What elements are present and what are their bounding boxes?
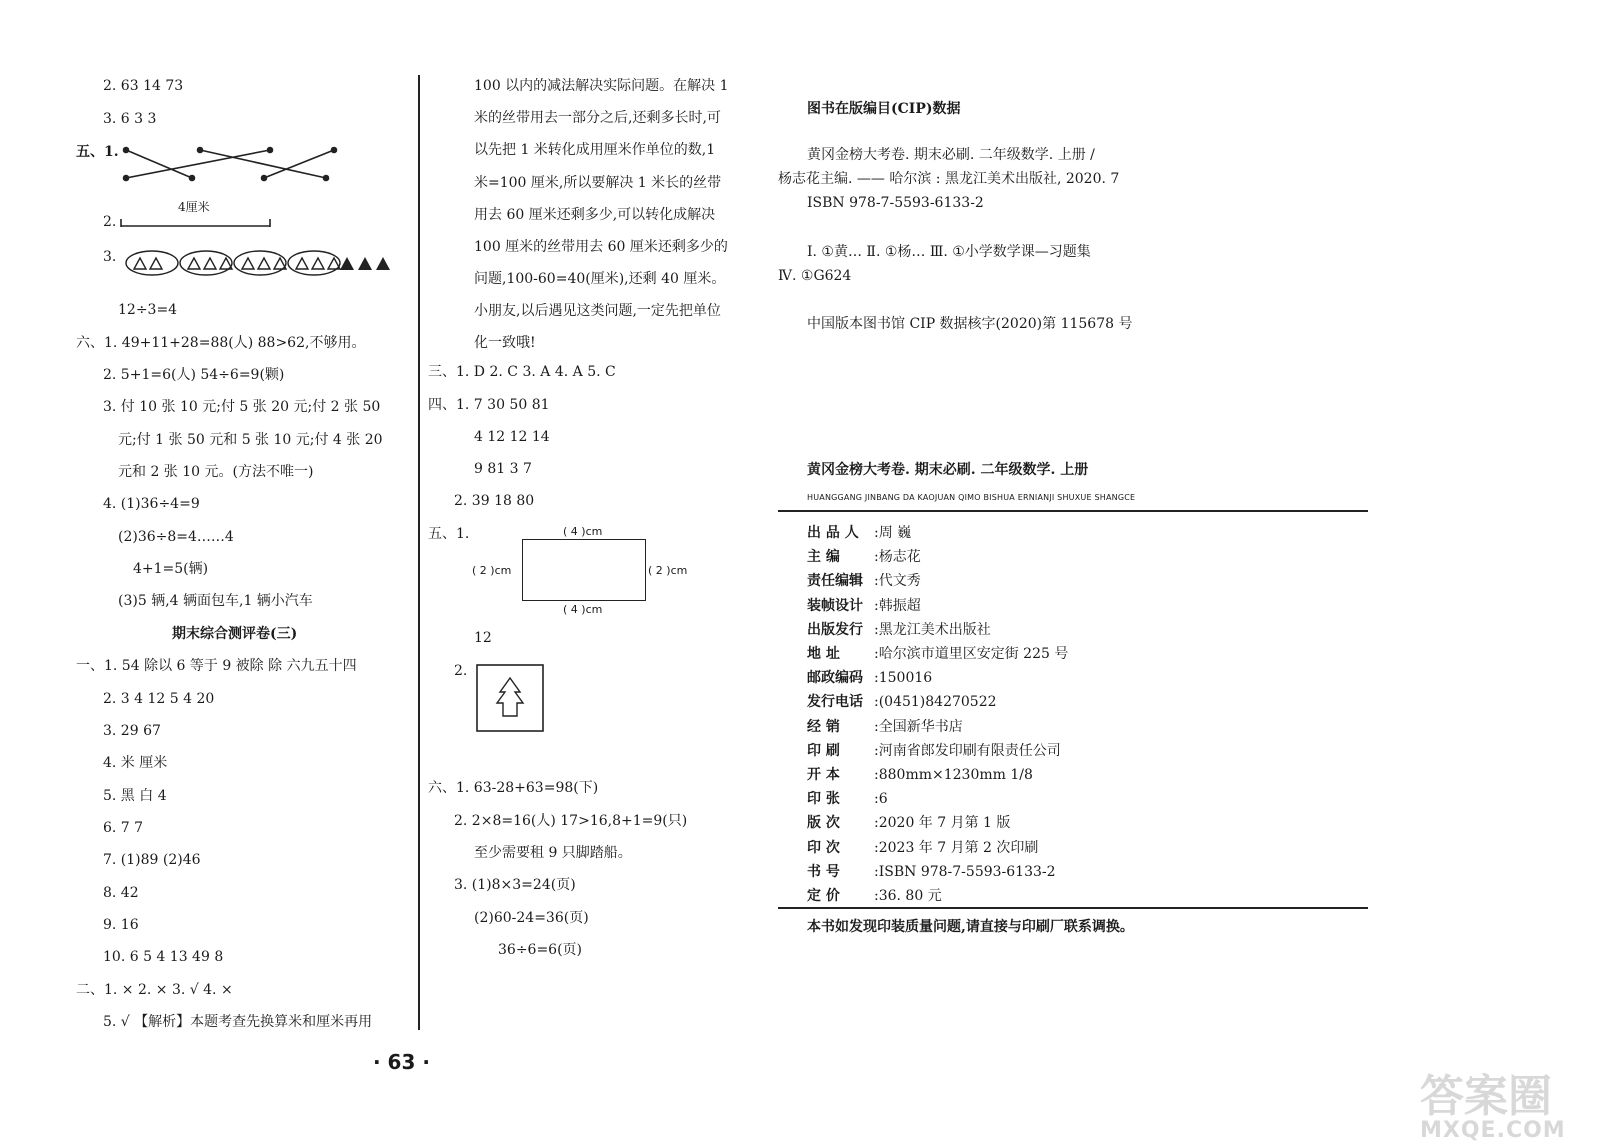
info-value: :880mm×1230mm 1/8 — [874, 767, 1033, 783]
answer-line: 三、1. D 2. C 3. A 4. A 5. C — [428, 364, 616, 380]
rect-bottom-label: ( 4 )cm — [563, 603, 603, 616]
publication-info-row — [807, 788, 888, 808]
info-value: :河南省郎发印刷有限责任公司 — [874, 742, 1061, 759]
rect-left-label: ( 2 )cm — [472, 564, 512, 577]
answer-line: 元;付 1 张 50 元和 5 张 10 元;付 4 张 20 — [118, 432, 383, 448]
info-value: :ISBN 978-7-5593-6133-2 — [874, 863, 1056, 880]
publication-info-row — [807, 546, 921, 566]
rect-top-label: ( 4 )cm — [563, 525, 603, 538]
answer-line: 五、1. — [428, 526, 470, 542]
answer-line: 至少需要租 9 只脚踏船。 — [474, 845, 632, 861]
info-key: 书 号 — [807, 863, 840, 880]
answer-line: 36÷6=6(页) — [498, 942, 583, 958]
info-key: 印 张 — [807, 791, 840, 808]
book-title: 黄冈金榜大考卷. 期末必刷. 二年级数学. 上册 — [807, 462, 1089, 478]
answer-line: 2. 3 4 12 5 4 20 — [103, 691, 215, 707]
answer-line: 2. 5+1=6(人) 54÷6=9(颗) — [103, 367, 285, 383]
info-key: 印 刷 — [807, 742, 840, 759]
analysis-line: 米的丝带用去一部分之后,还剩多长时,可 — [474, 110, 721, 126]
answer-line: 3. 6 3 3 — [103, 111, 157, 127]
analysis-line: 小朋友,以后遇见这类问题,一定先把单位 — [474, 303, 721, 319]
info-key: 版 次 — [807, 815, 840, 832]
rect-right-label: ( 2 )cm — [648, 564, 688, 577]
book-title-pinyin: HUANGGANG JINBANG DA KAOJUAN QIMO BISHUA ERNIANJI SHUXUE SHANGCE — [807, 493, 1136, 502]
info-value: :(0451)84270522 — [874, 694, 997, 711]
answer-line: 4. (1)36÷4=9 — [103, 496, 200, 512]
publication-info-row — [807, 812, 1010, 832]
info-value: :全国新华书店 — [874, 718, 963, 735]
answer-line: 3. (1)8×3=24(页) — [454, 877, 576, 893]
answer-line: 五、1. — [76, 144, 119, 160]
publication-info-row — [807, 643, 1068, 663]
publication-info-row — [807, 667, 932, 687]
publication-info-row — [807, 691, 997, 711]
answer-line: 3. — [103, 249, 117, 265]
answer-line: 元和 2 张 10 元。(方法不唯一) — [118, 464, 314, 480]
section-title: 期末综合测评卷(三) — [172, 626, 298, 642]
answer-line: 2. 39 18 80 — [454, 493, 535, 509]
answer-line: 六、1. 63-28+63=98(下) — [428, 780, 599, 796]
info-key: 印 次 — [807, 839, 840, 856]
info-key: 出 品 人 — [807, 525, 859, 541]
answer-line: 8. 42 — [103, 885, 139, 901]
answer-line: 4. 米 厘米 — [103, 755, 168, 771]
publication-info-row — [807, 595, 921, 615]
cip-line: 杨志花主编. —— 哈尔滨 : 黑龙江美术出版社, 2020. 7 — [778, 171, 1120, 187]
tree-arrow-figure — [476, 664, 546, 734]
publication-info-row — [807, 740, 1061, 760]
answer-line: 3. 29 67 — [103, 723, 161, 739]
info-key: 出版发行 — [807, 621, 863, 638]
ruler-label: 4厘米 — [178, 200, 210, 214]
answer-line: 4 12 12 14 — [474, 429, 550, 445]
info-key: 地 址 — [807, 646, 840, 662]
info-value: :36. 80 元 — [874, 888, 942, 904]
publication-info-row — [807, 619, 991, 639]
info-value: :杨志花 — [874, 549, 921, 566]
matching-lines-figure — [120, 140, 340, 190]
rule-bottom — [778, 907, 1368, 909]
answer-line: 6. 7 7 — [103, 820, 144, 836]
info-value: :150016 — [874, 670, 933, 687]
answer-line: 7. (1)89 (2)46 — [103, 852, 201, 868]
info-value: :韩振超 — [874, 597, 921, 614]
answer-line: 2. — [454, 663, 468, 679]
publication-info-row — [807, 522, 911, 542]
publication-info-row — [807, 837, 1038, 857]
analysis-line: 以先把 1 米转化成用厘米作单位的数,1 — [474, 142, 716, 158]
page-number: · 63 · — [373, 1050, 430, 1074]
info-key: 开 本 — [807, 767, 840, 783]
info-key: 定 价 — [807, 888, 840, 904]
watermark-logo: 答案圈 MXQE.COM — [1420, 1071, 1566, 1143]
publication-info-row — [807, 764, 1033, 784]
answer-line: 5. 黑 白 4 — [103, 788, 167, 804]
cip-title: 图书在版编目(CIP)数据 — [807, 101, 961, 117]
answer-line: 六、1. 49+11+28=88(人) 88>62,不够用。 — [76, 335, 366, 351]
cip-line: Ⅰ. ①黄… Ⅱ. ①杨… Ⅲ. ①小学数学课—习题集 — [807, 244, 1091, 260]
answer-line: (2)36÷8=4……4 — [118, 529, 234, 545]
info-key: 邮政编码 — [807, 670, 863, 687]
analysis-line: 用去 60 厘米还剩多少,可以转化成解决 — [474, 207, 716, 223]
info-key: 经 销 — [807, 718, 840, 735]
answer-line: 12 — [474, 630, 492, 646]
publication-info-row — [807, 885, 942, 905]
info-key: 主 编 — [807, 549, 840, 566]
analysis-line: 100 厘米的丝带用去 60 厘米还剩多少的 — [474, 239, 728, 255]
info-value: :2020 年 7 月第 1 版 — [874, 815, 1011, 832]
info-value: :周 巍 — [874, 525, 912, 541]
answer-line: 12÷3=4 — [118, 302, 178, 318]
analysis-line: 米=100 厘米,所以要解决 1 米长的丝带 — [474, 175, 722, 191]
answer-line: 2. — [103, 214, 117, 230]
answer-line: 5. √ 【解析】本题考查先换算米和厘米再用 — [103, 1014, 373, 1030]
triangle-grouping-figure — [124, 248, 394, 278]
answer-line: 二、1. × 2. × 3. √ 4. × — [76, 982, 233, 998]
info-key: 发行电话 — [807, 694, 863, 711]
info-value: :2023 年 7 月第 2 次印刷 — [874, 839, 1039, 856]
publication-info-row — [807, 716, 963, 736]
cip-line: 黄冈金榜大考卷. 期末必刷. 二年级数学. 上册 / — [807, 147, 1095, 163]
quality-notice: 本书如发现印装质量问题,请直接与印刷厂联系调换。 — [807, 919, 1134, 935]
answer-line: 9 81 3 7 — [474, 461, 532, 477]
answer-line: 9. 16 — [103, 917, 139, 933]
cip-line: ISBN 978-7-5593-6133-2 — [807, 195, 984, 211]
answer-line: (3)5 辆,4 辆面包车,1 辆小汽车 — [118, 593, 313, 609]
answer-line: 3. 付 10 张 10 元;付 5 张 20 元;付 2 张 50 — [103, 399, 381, 415]
info-value: :黑龙江美术出版社 — [874, 621, 991, 638]
cip-line: 中国版本图书馆 CIP 数据核字(2020)第 115678 号 — [807, 316, 1133, 332]
cip-line: Ⅳ. ①G624 — [778, 268, 852, 284]
publication-info-row — [807, 861, 1056, 881]
analysis-line: 100 以内的减法解决实际问题。在解决 1 — [474, 78, 729, 94]
answer-line: 2. 2×8=16(人) 17>16,8+1=9(只) — [454, 813, 688, 829]
info-key: 责任编辑 — [807, 573, 863, 590]
info-value: :6 — [874, 791, 888, 808]
rectangle-figure — [522, 539, 646, 601]
analysis-line: 化一致哦! — [474, 335, 536, 351]
info-key: 装帧设计 — [807, 597, 863, 614]
answer-line: 一、1. 54 除以 6 等于 9 被除 除 六九五十四 — [76, 658, 357, 674]
info-value: :哈尔滨市道里区安定街 225 号 — [874, 646, 1069, 662]
rule-top — [778, 510, 1368, 512]
column-divider — [418, 75, 420, 1030]
answer-line: 2. 63 14 73 — [103, 78, 184, 94]
answer-line: 10. 6 5 4 13 49 8 — [103, 949, 224, 965]
publication-info-row — [807, 570, 921, 590]
answer-line: 四、1. 7 30 50 81 — [428, 397, 550, 413]
analysis-line: 问题,100-60=40(厘米),还剩 40 厘米。 — [474, 271, 726, 287]
answer-line: (2)60-24=36(页) — [474, 910, 589, 926]
answer-line: 4+1=5(辆) — [133, 561, 209, 577]
info-value: :代文秀 — [874, 573, 921, 590]
